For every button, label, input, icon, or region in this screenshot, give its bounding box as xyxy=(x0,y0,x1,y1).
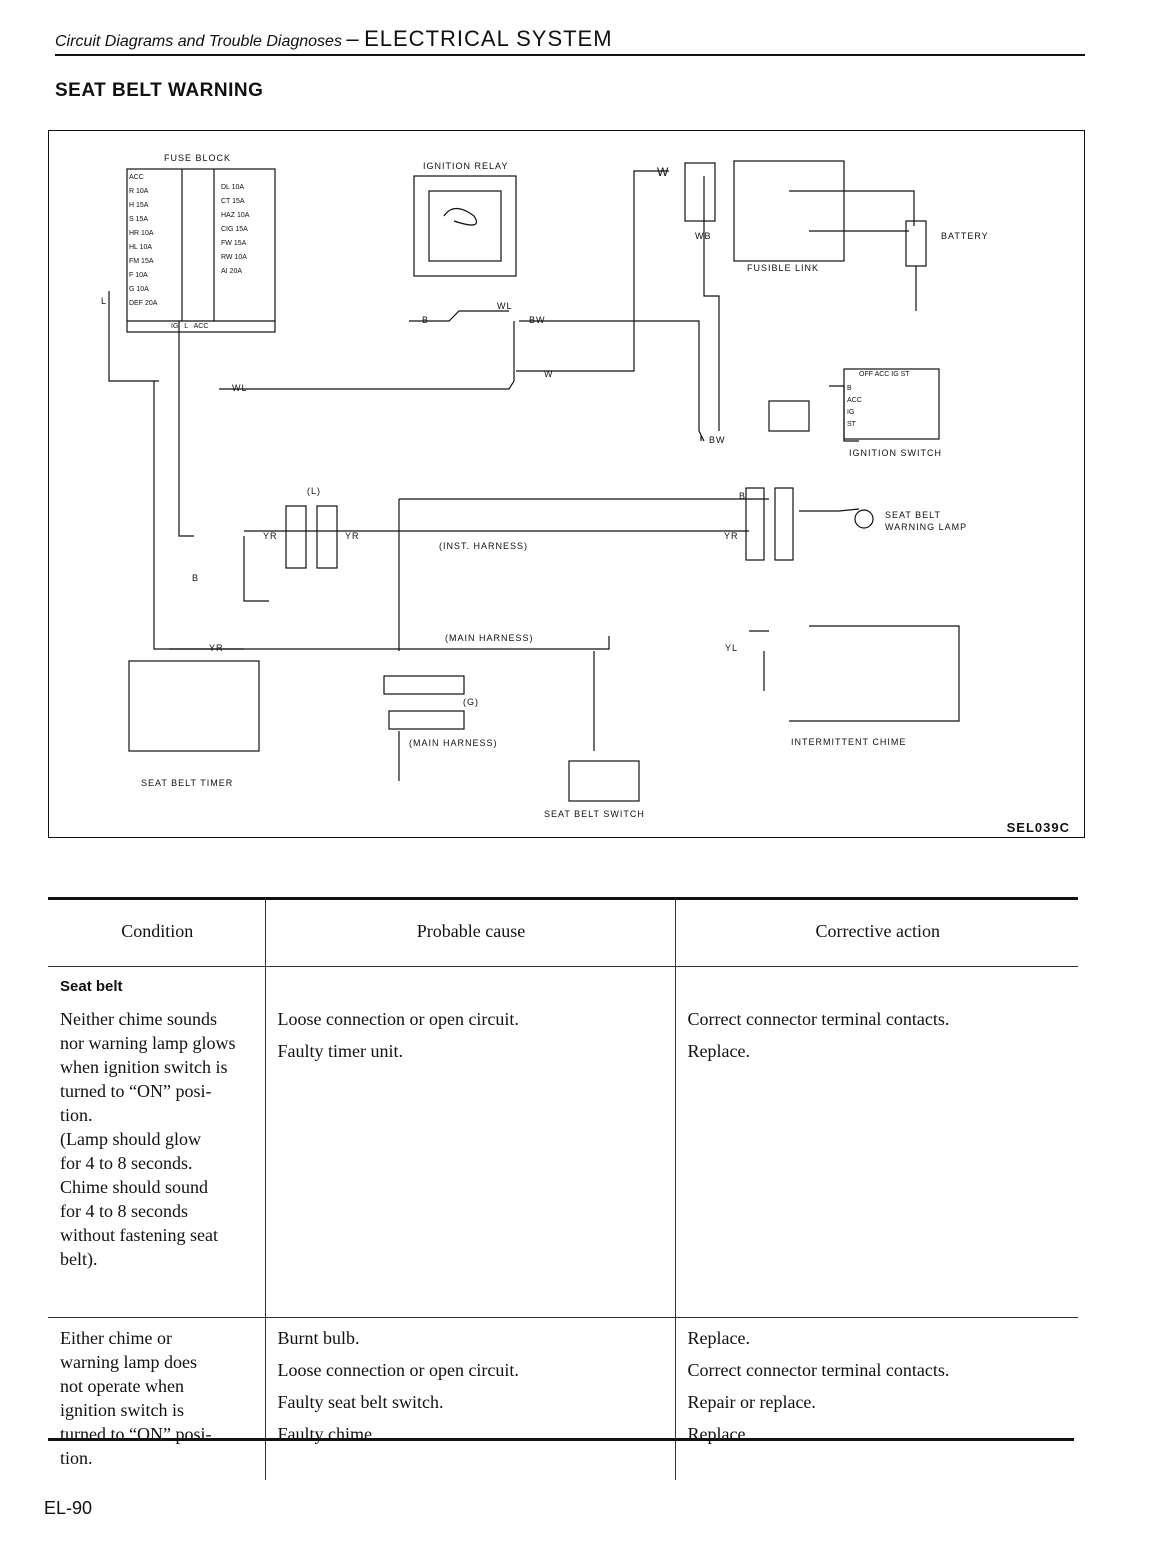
label-connector-l: (L) xyxy=(307,486,321,496)
cause-cell: Burnt bulb. Loose connection or open circuit. Faulty seat belt switch. Faulty chime xyxy=(265,1318,675,1481)
label-seat-belt-switch: SEAT BELT SWITCH xyxy=(544,809,645,819)
fuse-bottom: IG L ACC xyxy=(171,323,209,330)
wire-w: W xyxy=(657,165,670,179)
label-battery: BATTERY xyxy=(941,231,989,241)
action-cell: Replace. Correct connector terminal contacts. Repair or replace. Replace. xyxy=(675,1318,1078,1481)
wire-l: L xyxy=(101,296,108,306)
wire-b-3: B xyxy=(192,573,200,583)
label-ground-g: (G) xyxy=(463,697,479,707)
wire-b-2: B xyxy=(739,491,747,501)
wire-b: B xyxy=(422,315,430,325)
wire-yr-3: YR xyxy=(724,531,739,541)
label-intermittent-chime: INTERMITTENT CHIME xyxy=(791,737,907,747)
wire-bw-2: BW xyxy=(709,435,726,445)
ign-switch-positions-top: OFF ACC IG ST xyxy=(859,371,910,378)
header-cause: Probable cause xyxy=(265,898,675,967)
category-label: Seat belt xyxy=(60,978,123,995)
header-condition: Condition xyxy=(48,898,265,967)
label-seat-belt-timer: SEAT BELT TIMER xyxy=(141,778,234,788)
wire-wl-2: WL xyxy=(232,383,248,393)
label-ignition-switch: IGNITION SWITCH xyxy=(849,448,942,458)
wire-bw: BW xyxy=(529,315,546,325)
fuses-left: ACC R 10A H 15A S 15A HR 10A HL 10A FM 15A F 10A G 10A DEF 20A xyxy=(129,174,158,307)
page-number: EL-90 xyxy=(44,1498,93,1518)
fuses-right: DL 10A CT 15A HAZ 10A CIG 15A FW 15A RW 10A AI 20A xyxy=(221,184,250,275)
wiring-diagram xyxy=(48,130,1085,838)
condition-cell: Either chime or warning lamp does not operate when ignition switch is turned to “ON” posi- tion. xyxy=(60,1328,212,1468)
header-action: Corrective action xyxy=(675,898,1078,967)
wire-wb: WB xyxy=(695,231,712,241)
table-bottom-rule xyxy=(48,1438,1074,1441)
trouble-table xyxy=(48,898,1078,1480)
condition-cell: Seat belt Neither chime sounds nor warning lamp glows when ignition switch is turned to “ON” posi- tion. (Lamp should glow for 4 to 8 seconds. Chime should sound for 4 to 8 seconds without fastening seat belt). xyxy=(48,967,265,1318)
label-ignition-relay: IGNITION RELAY xyxy=(423,161,509,171)
wire-yr-2: YR xyxy=(345,531,360,541)
cause-cell: Loose connection or open circuit. Faulty timer unit. xyxy=(265,967,675,1318)
table-row xyxy=(48,1318,1078,1481)
label-main-harness-2: (MAIN HARNESS) xyxy=(409,738,498,748)
label-fuse-block: FUSE BLOCK xyxy=(164,153,232,163)
header-italic: Circuit Diagrams and Trouble Diagnoses xyxy=(55,33,342,50)
section-title: SEAT BELT WARNING xyxy=(55,80,264,101)
table-row xyxy=(48,967,1078,1318)
label-main-harness: (MAIN HARNESS) xyxy=(445,633,534,643)
wire-wl: WL xyxy=(497,301,513,311)
diagram-code: SEL039C xyxy=(1006,820,1070,835)
wire-w-2: W xyxy=(544,369,554,379)
wiring-diagram-lines xyxy=(49,131,1086,839)
header-system: ELECTRICAL SYSTEM xyxy=(364,26,613,51)
wire-yl: YL xyxy=(725,643,739,653)
label-seat-belt-warning-lamp: SEAT BELT WARNING LAMP xyxy=(885,510,968,532)
label-inst-harness: (INST. HARNESS) xyxy=(439,541,529,551)
wire-yr: YR xyxy=(263,531,278,541)
label-fusible-link: FUSIBLE LINK xyxy=(747,263,820,273)
wire-yr-4: YR xyxy=(209,643,224,653)
page-header xyxy=(55,26,1085,56)
ign-switch-positions-left: B ACC IG ST xyxy=(847,385,862,428)
action-cell: Correct connector terminal contacts. Replace. xyxy=(675,967,1078,1318)
header-dash: – xyxy=(346,26,360,51)
